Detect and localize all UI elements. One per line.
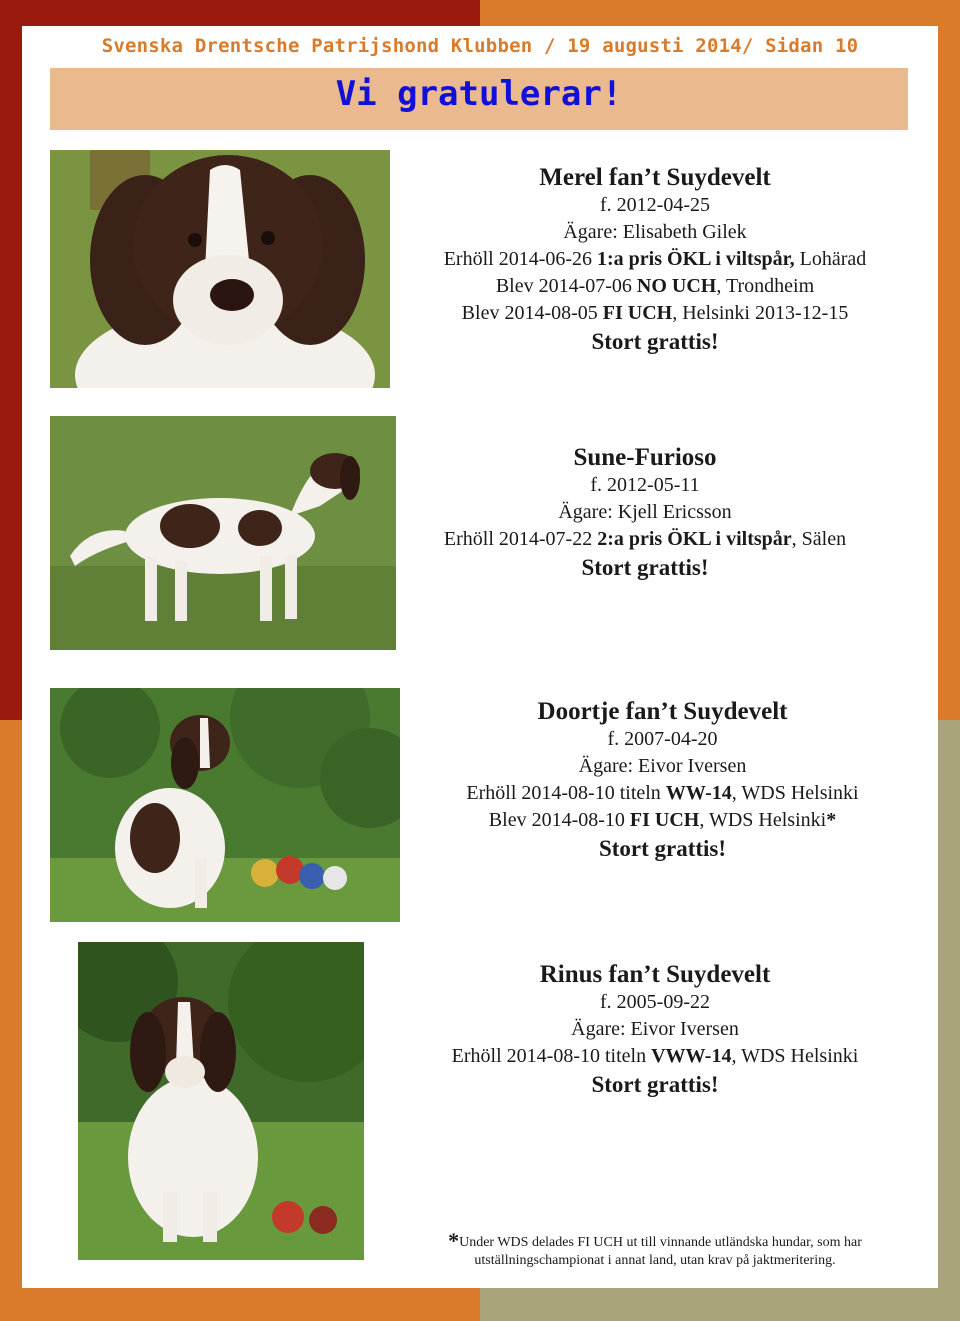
result-line: Blev 2014-08-10 FI UCH, WDS Helsinki* [488,809,837,831]
entry-doortje [405,697,920,864]
dog-photo-merel [50,150,390,388]
congrats-text: Stort grattis! [598,836,727,861]
owner: Ägare: Kjell Ericsson [558,501,732,523]
birth-date: f. 2005-09-22 [600,991,710,1013]
frame-top-right [480,0,960,26]
frame-top-left [0,0,480,26]
frame-right-top [938,0,960,720]
frame-bottom-right [480,1288,960,1321]
title-banner [50,68,908,130]
frame-right-bottom [938,720,960,1321]
dog-photo-sune [50,416,396,650]
frame-left-top [0,0,22,720]
dog-name: Merel fan’t Suydevelt [539,164,771,191]
page-header: Svenska Drentsche Patrijshond Klubben / 19 augusti 2014/ Sidan 10 [101,35,859,57]
result-line: Blev 2014-07-06 NO UCH, Trondheim [495,275,815,297]
footnote-line: Under WDS delades FI UCH ut till vinnande utländska hundar, som har [459,1235,862,1250]
result-line: Erhöll 2014-07-22 2:a pris ÖKL i viltspår, Sälen [443,528,847,550]
page-title: Vi gratulerar! [335,74,623,114]
dog-name: Doortje fan’t Suydevelt [537,698,788,725]
dog-name: Rinus fan’t Suydevelt [539,961,771,988]
owner: Ägare: Elisabeth Gilek [563,221,747,243]
frame-left-bottom [0,720,22,1321]
result-line: Blev 2014-08-05 FI UCH, Helsinki 2013-12-15 [461,302,849,324]
entry-merel [400,163,910,357]
congrats-text: Stort grattis! [581,555,709,580]
result-line: Erhöll 2014-08-10 titeln WW-14, WDS Helsinki [466,782,859,804]
frame-bottom-left [0,1288,480,1321]
birth-date: f. 2012-05-11 [590,474,700,496]
footnote-line: utställningschampionat i annat land, utan krav på jaktmeritering. [474,1253,836,1268]
congrats-text: Stort grattis! [591,329,719,354]
dog-photo-rinus [78,942,364,1260]
entry-rinus [400,960,910,1100]
dog-photo-doortje [50,688,400,922]
result-line: Erhöll 2014-06-26 1:a pris ÖKL i viltspår, Lohärad [443,248,867,270]
birth-date: f. 2007-04-20 [607,728,718,750]
entry-sune [400,443,890,583]
dog-name: Sune-Furioso [573,444,717,471]
birth-date: f. 2012-04-25 [600,194,710,216]
footnote [400,1228,910,1270]
congrats-text: Stort grattis! [591,1072,719,1097]
result-line: Erhöll 2014-08-10 titeln VWW-14, WDS Helsinki [451,1045,859,1067]
footnote-star: * [448,1228,460,1253]
owner: Ägare: Eivor Iversen [578,755,747,777]
owner: Ägare: Eivor Iversen [571,1018,739,1040]
